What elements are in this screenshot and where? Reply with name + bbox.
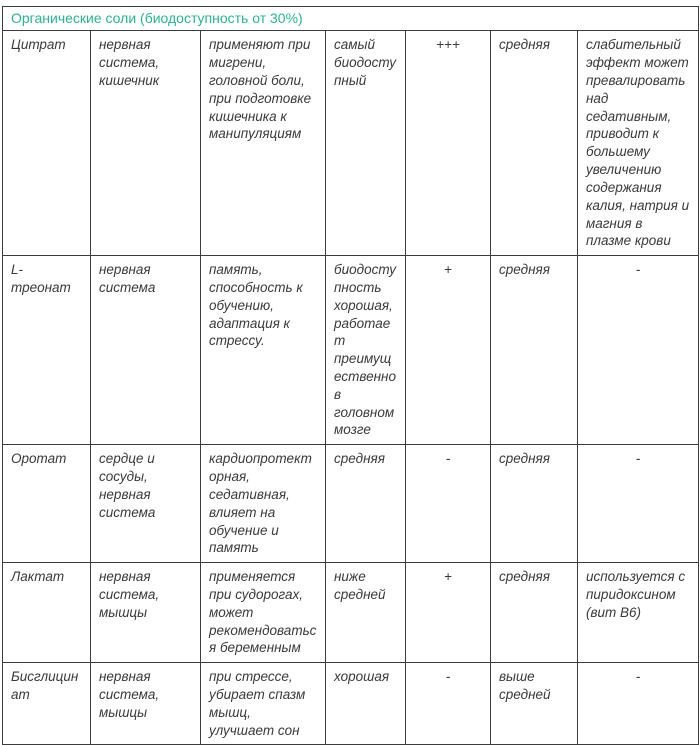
bioavailability-cell: ниже средней bbox=[326, 563, 406, 663]
salt-name-cell: L-треонат bbox=[3, 256, 91, 445]
grade-cell: средняя bbox=[491, 256, 578, 445]
notes-cell: - bbox=[578, 256, 699, 445]
organic-salts-table bbox=[2, 6, 699, 745]
systems-cell: нервная система, мышцы bbox=[91, 663, 201, 745]
table-row-l-threonate bbox=[3, 256, 699, 445]
table-row-citrate bbox=[3, 31, 699, 256]
effects-cell: применяют при мигрени, головной боли, при подготовке кишечника к манипуляциям bbox=[201, 31, 326, 256]
systems-cell: сердце и сосуды, нервная система bbox=[91, 445, 201, 563]
grade-cell: выше средней bbox=[491, 663, 578, 745]
effects-cell: память, способность к обучению, адаптация к стрессу. bbox=[201, 256, 326, 445]
effects-cell: кардиопротекторная, седативная, влияет на обучение и память bbox=[201, 445, 326, 563]
rating-cell: + bbox=[406, 256, 491, 445]
table-row-orotate bbox=[3, 445, 699, 563]
section-header-row bbox=[3, 7, 699, 31]
notes-cell: используется с пиридоксином (вит В6) bbox=[578, 563, 699, 663]
bioavailability-cell: средняя bbox=[326, 445, 406, 563]
grade-cell: средняя bbox=[491, 31, 578, 256]
grade-cell: средняя bbox=[491, 563, 578, 663]
rating-cell: +++ bbox=[406, 31, 491, 256]
bioavailability-cell: биодоступность хорошая, работает преимущественно в головном мозге bbox=[326, 256, 406, 445]
notes-cell: слабительный эффект может превалировать над седативным, приводит к большему увеличению содержания калия, натрия и магния в плазме крови bbox=[578, 31, 699, 256]
salt-name-cell: Оротат bbox=[3, 445, 91, 563]
rating-cell: + bbox=[406, 563, 491, 663]
notes-cell: - bbox=[578, 445, 699, 563]
salt-name-cell: Бисглицинат bbox=[3, 663, 91, 745]
salt-name-cell: Лактат bbox=[3, 563, 91, 663]
section-header-title: Органические соли (биодоступность от 30%) bbox=[3, 7, 699, 31]
bioavailability-cell: хорошая bbox=[326, 663, 406, 745]
table-row-bisglycinate bbox=[3, 663, 699, 745]
systems-cell: нервная система, мышцы bbox=[91, 563, 201, 663]
grade-cell: средняя bbox=[491, 445, 578, 563]
salt-name-cell: Цитрат bbox=[3, 31, 91, 256]
effects-cell: при стрессе, убирает спазм мышц, улучшает сон bbox=[201, 663, 326, 745]
effects-cell: применяется при судорогах, может рекомендоваться беременным bbox=[201, 563, 326, 663]
table-row-lactate bbox=[3, 563, 699, 663]
systems-cell: нервная система bbox=[91, 256, 201, 445]
bioavailability-cell: самый биодоступный bbox=[326, 31, 406, 256]
rating-cell: - bbox=[406, 445, 491, 563]
systems-cell: нервная система, кишечник bbox=[91, 31, 201, 256]
rating-cell: - bbox=[406, 663, 491, 745]
notes-cell: - bbox=[578, 663, 699, 745]
